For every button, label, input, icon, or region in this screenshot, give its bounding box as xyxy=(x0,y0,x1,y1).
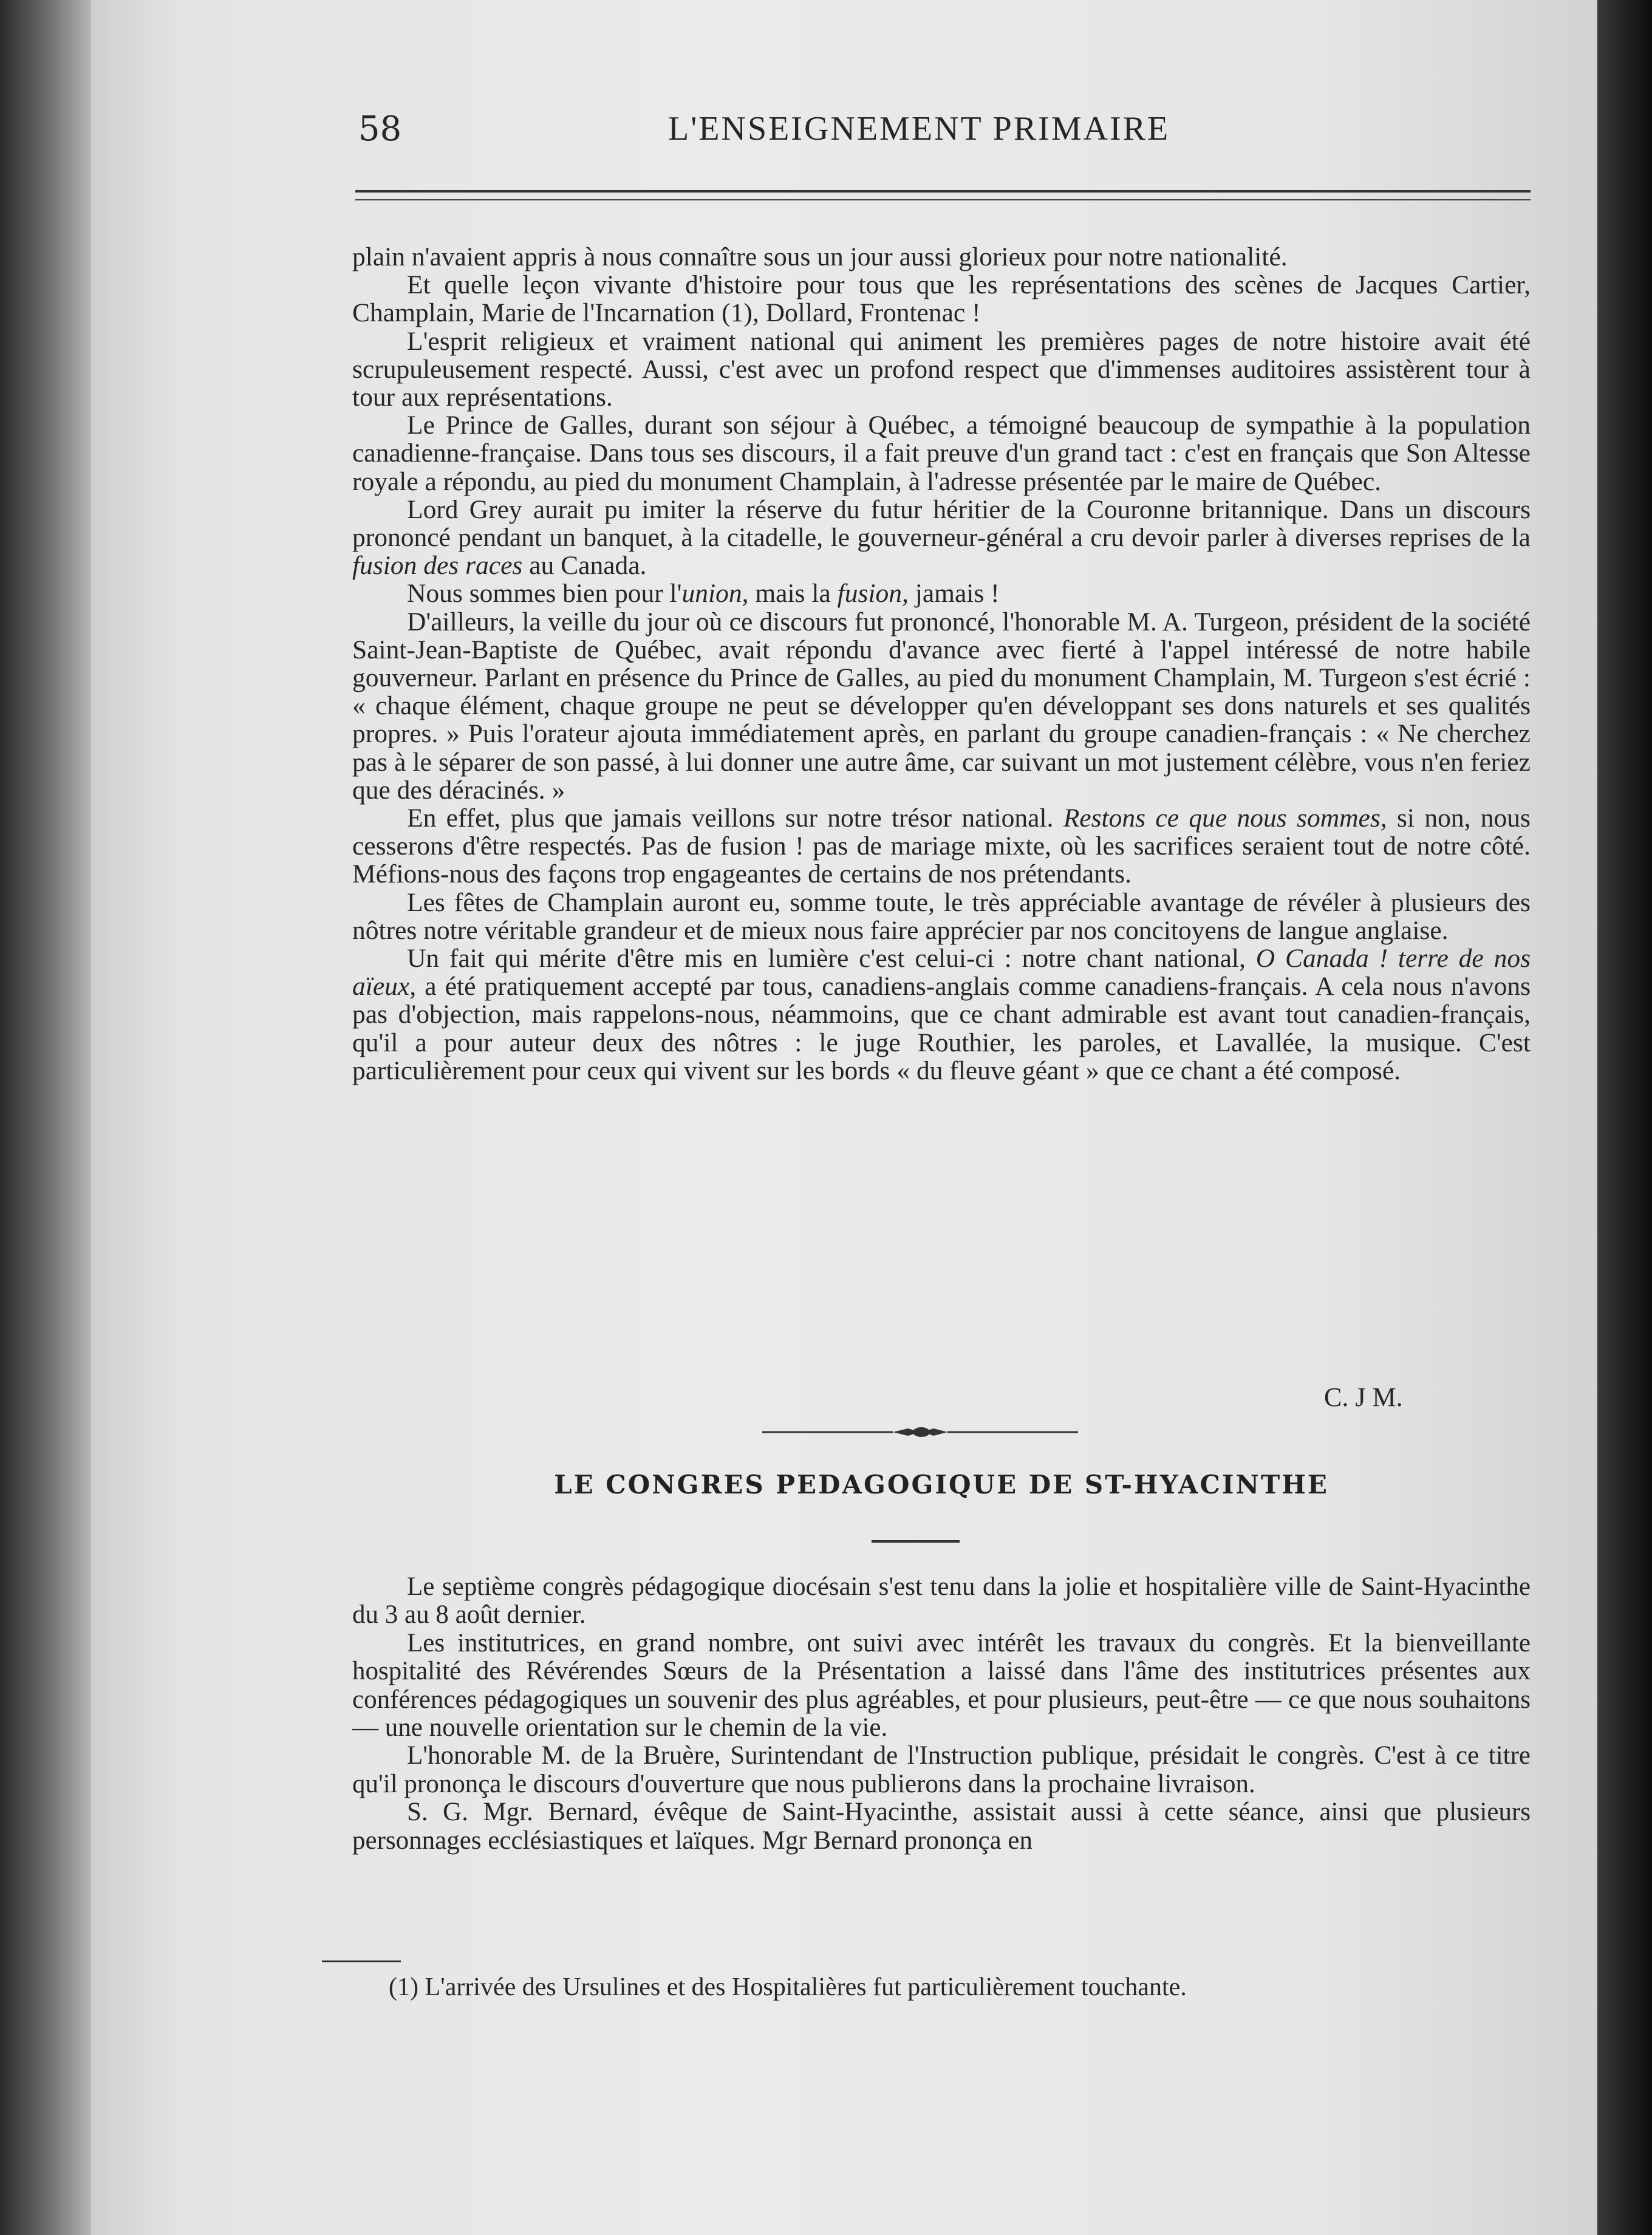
paragraph: Et quelle leçon vivante d'histoire pour tous que les représentations des scènes de Jacques Cartier, Champlain, Marie de l'Incarnation (1), Dollard, Frontenac ! xyxy=(352,270,1531,328)
paragraph: Le septième congrès pédagogique diocésain s'est tenu dans la jolie et hospitalière ville de Saint-Hyacinthe du 3 au 8 août dernier. xyxy=(352,1572,1531,1629)
title-underline xyxy=(872,1540,960,1543)
paragraph: plain n'avaient appris à nous connaître sous un jour aussi glorieux pour notre nationalité. xyxy=(352,242,1288,271)
footnote: (1) L'arrivée des Ursulines et des Hospitalières fut particulièrement touchante. xyxy=(389,1973,1187,2001)
text-run: Un fait qui mérite d'être mis en lumière c'est celui-ci : notre chant national, xyxy=(407,944,1256,974)
italic-text: union, xyxy=(681,579,749,609)
header-rule-thin xyxy=(355,199,1531,200)
paragraph: Le Prince de Galles, durant son séjour à Québec, a témoigné beaucoup de sympathie à la population canadienne-française. Dans tous ses discours, il a fait preuve d'un grand tact : c'est en français que Son Altesse royale a répondu, au pied du monument Champlain, à l'adresse présentée par le maire de Québec. xyxy=(352,411,1531,496)
text-run: jamais ! xyxy=(908,579,1000,609)
page-number: 58 xyxy=(358,109,402,149)
paragraph: L'esprit religieux et vraiment national qui animent les premières pages de notre histoire avait été scrupuleusement respecté. Aussi, c'est avec un profond respect que d'immenses auditoires assistèrent tour à tour aux représentations. xyxy=(352,326,1531,412)
paragraph xyxy=(352,804,1531,889)
paragraph xyxy=(352,496,1531,580)
italic-text: fusion des races xyxy=(352,551,523,581)
text-run: au Canada. xyxy=(522,551,647,581)
text-run: Lord Grey aurait pu imiter la réserve du futur héritier de la Couronne britannique. Dans un discours prononcé pendant un banquet, à la citadelle, le gouverneur-général a cru devoir parler à diverses reprises de la xyxy=(352,494,1531,553)
author-signature: C. J M. xyxy=(1324,1382,1403,1412)
section-title: LE CONGRES PEDAGOGIQUE DE ST-HYACINTHE xyxy=(554,1470,1329,1500)
text-run: a été pratiquement accepté par tous, canadiens-anglais comme canadiens-français. A cela nous n'avons pas d'objection, mais rappelons-nous, néammoins, que ce chant admirable est avant tout canadien-français, qu'il a pour auteur deux des nôtres : le juge Routhier, les paroles, et Lavallée, la musique. C'est particulièrement pour ceux qui vivent sur les bords « du fleuve géant » que ce chant a été composé. xyxy=(352,972,1531,1085)
section-ornament xyxy=(762,1421,1078,1443)
paragraph: L'honorable M. de la Bruère, Surintendant de l'Instruction publique, présidait le congrès. C'est à ce titre qu'il prononça le discours d'ouverture que nous publierons dans la prochaine livraison. xyxy=(352,1741,1531,1798)
article-body xyxy=(352,1573,1531,1855)
text-run: Nous sommes bien pour l' xyxy=(407,579,682,609)
footnote-rule xyxy=(322,1960,401,1962)
paragraph: Les fêtes de Champlain auront eu, somme toute, le très appréciable avantage de révéler à plusieurs des nôtres notre véritable grandeur et de mieux nous faire apprécier par nos concitoyens de langue anglaise. xyxy=(352,887,1531,945)
paragraph xyxy=(352,944,1531,1085)
paragraph: S. G. Mgr. Bernard, évêque de Saint-Hyacinthe, assistait aussi à cette séance, ainsi que plusieurs personnages ecclésiastiques et laïques. Mgr Bernard prononça en xyxy=(352,1798,1531,1855)
text-run: mais la xyxy=(748,579,838,609)
italic-text: O Canada ! terre de nos aïeux, xyxy=(352,944,1531,1001)
paragraph: Les institutrices, en grand nombre, ont suivi avec intérêt les travaux du congrès. Et la bienveillante hospitalité des Révérendes Sœurs de la Présentation a laissé dans l'âme des institutrices présentes aux conférences pédagogiques un souvenir des plus agréables, et pour plusieurs, peut-être — ce que nous souhaitons — une nouvelle orientation sur le chemin de la vie. xyxy=(352,1628,1531,1742)
text-run: En effet, plus que jamais veillons sur notre trésor national. xyxy=(407,804,1063,833)
book-edge-shadow xyxy=(1597,0,1652,2235)
book-gutter-shadow xyxy=(0,0,103,2235)
article-body xyxy=(352,243,1531,1085)
running-title: L'ENSEIGNEMENT PRIMAIRE xyxy=(668,110,1170,148)
running-header xyxy=(358,109,1537,164)
italic-text: Restons ce que nous sommes, xyxy=(1063,804,1387,833)
italic-text: fusion, xyxy=(837,579,909,609)
paragraph: D'ailleurs, la veille du jour où ce discours fut prononcé, l'honorable M. A. Turgeon, président de la société Saint-Jean-Baptiste de Québec, avait répondu d'avance avec fierté à l'appel intéressé de notre habile gouverneur. Parlant en présence du Prince de Galles, au pied du monument Champlain, M. Turgeon s'est écrié : « chaque élément, chaque groupe ne peut se développer qu'en développant ses dons naturels et ses qualités propres. » Puis l'orateur ajouta immédiatement après, en parlant du groupe canadien-français : « Ne cherchez pas à le séparer de son passé, à lui donner une autre âme, car suivant un mot justement célèbre, vous n'en feriez que des déracinés. » xyxy=(352,607,1531,805)
text-run: si non, nous cesserons d'être respectés. Pas de fusion ! pas de mariage mixte, où les sacrifices seraient tout de notre côté. Méfions-nous des façons trop engageantes de certains de nos prétendants. xyxy=(352,804,1531,889)
header-rule-thick xyxy=(355,190,1531,193)
paragraph xyxy=(352,579,1531,607)
